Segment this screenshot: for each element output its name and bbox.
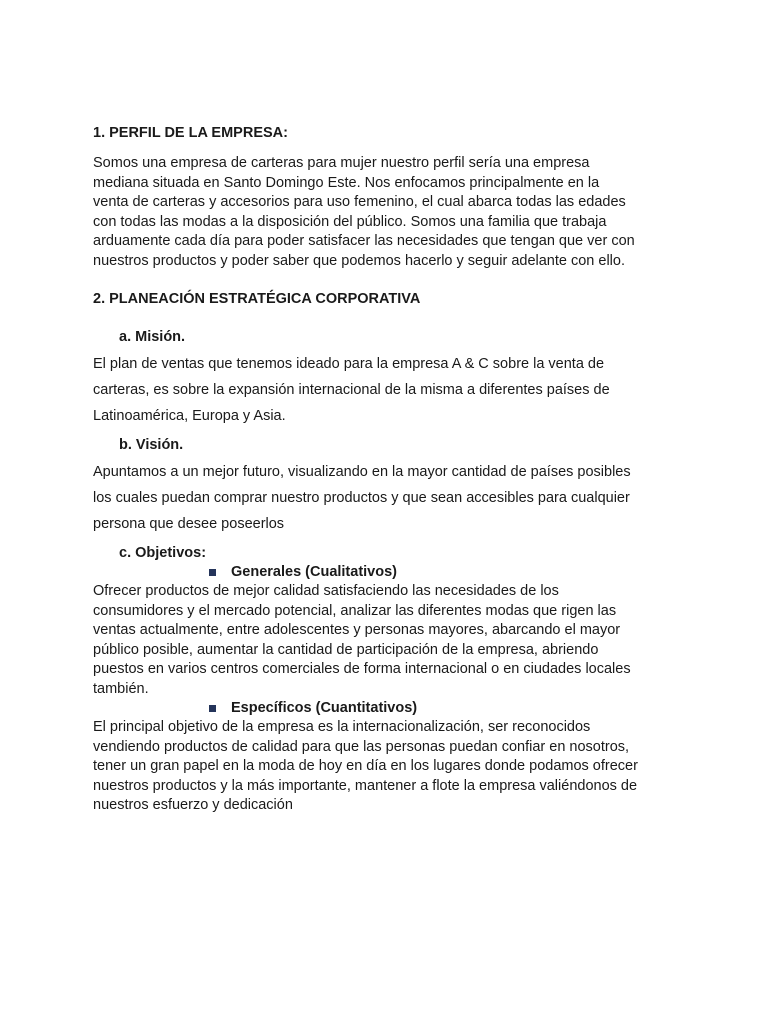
section-1-heading: 1. PERFIL DE LA EMPRESA: — [93, 125, 288, 141]
section-2-heading: 2. PLANEACIÓN ESTRATÉGICA CORPORATIVA — [93, 291, 421, 307]
especificos-bullet-item — [93, 699, 683, 718]
vision-paragraph — [93, 459, 683, 537]
square-bullet-icon — [209, 705, 216, 712]
paragraph-line: Ofrecer productos de mejor calidad satisfaciendo las necesidades de los — [93, 583, 559, 599]
paragraph-line: persona que desee poseerlos — [93, 516, 285, 532]
paragraph-line: los cuales puedan comprar nuestro productos y que sean accesibles para cualquier — [93, 490, 630, 506]
paragraph-line: mediana situada en Santo Domingo Este. Nos enfocamos principalmente en la — [93, 174, 600, 191]
paragraph-line: tener un gran papel en la moda de hoy en día en los lugares donde podamos ofrecer — [93, 758, 638, 774]
paragraph-line: Latinoamérica, Europa y Asia. — [93, 408, 286, 424]
paragraph-line: también. — [93, 680, 149, 697]
paragraph-line: arduamente cada día para poder satisfacer las necesidades que tengan que ver con — [93, 233, 635, 249]
paragraph-line: consumidores y el mercado potencial, analizar las diferentes modas que rigen las — [93, 602, 617, 619]
paragraph-line: nuestros esfuerzo y dedicación — [93, 797, 293, 813]
generales-bullet-item — [93, 563, 683, 582]
generales-label: Generales (Cualitativos) — [231, 564, 397, 580]
paragraph-line: El plan de ventas que tenemos ideado para la empresa A & C sobre la venta de — [93, 356, 605, 372]
paragraph-line: carteras, es sobre la expansión internacional de la misma a diferentes países de — [93, 382, 610, 398]
paragraph-line: vendiendo productos de calidad para que las personas puedan confiar en nosotros, — [93, 738, 630, 755]
generales-paragraph — [93, 582, 683, 699]
company-profile-paragraph — [93, 154, 683, 271]
paragraph-line: Somos una empresa de carteras para mujer nuestro perfil sería una empresa — [93, 155, 590, 171]
paragraph-line: nuestros productos y la más importante, mantener a flote la empresa valiéndonos de — [93, 777, 638, 794]
square-bullet-icon — [209, 569, 216, 576]
paragraph-line: venta de carteras y accesorios para uso femenino, el cual abarca todas las edades — [93, 194, 626, 210]
paragraph-line: nuestros productos y poder saber que podemos hacerlo y seguir adelante con ello. — [93, 252, 625, 269]
paragraph-line: público posible, aumentar la cantidad de participación de la empresa, abriendo — [93, 641, 599, 658]
especificos-paragraph — [93, 718, 683, 816]
paragraph-line: puestos en varios centros comerciales de forma internacional o en ciudades locales — [93, 661, 631, 677]
paragraph-line: ventas actualmente, entre adolescentes y personas mayores, abarcando el mayor — [93, 622, 621, 638]
paragraph-line: Apuntamos a un mejor futuro, visualizando en la mayor cantidad de países posibles — [93, 464, 631, 480]
vision-heading: b. Visión. — [119, 437, 184, 453]
paragraph-line: El principal objetivo de la empresa es la internacionalización, ser reconocidos — [93, 719, 591, 735]
especificos-label: Específicos (Cuantitativos) — [231, 700, 418, 716]
paragraph-line: con todas las modas a la disposición del público. Somos una familia que trabaja — [93, 213, 607, 230]
objetivos-heading: c. Objetivos: — [119, 545, 207, 561]
mision-heading: a. Misión. — [119, 329, 186, 345]
document-page — [93, 123, 683, 816]
mision-paragraph — [93, 351, 683, 429]
